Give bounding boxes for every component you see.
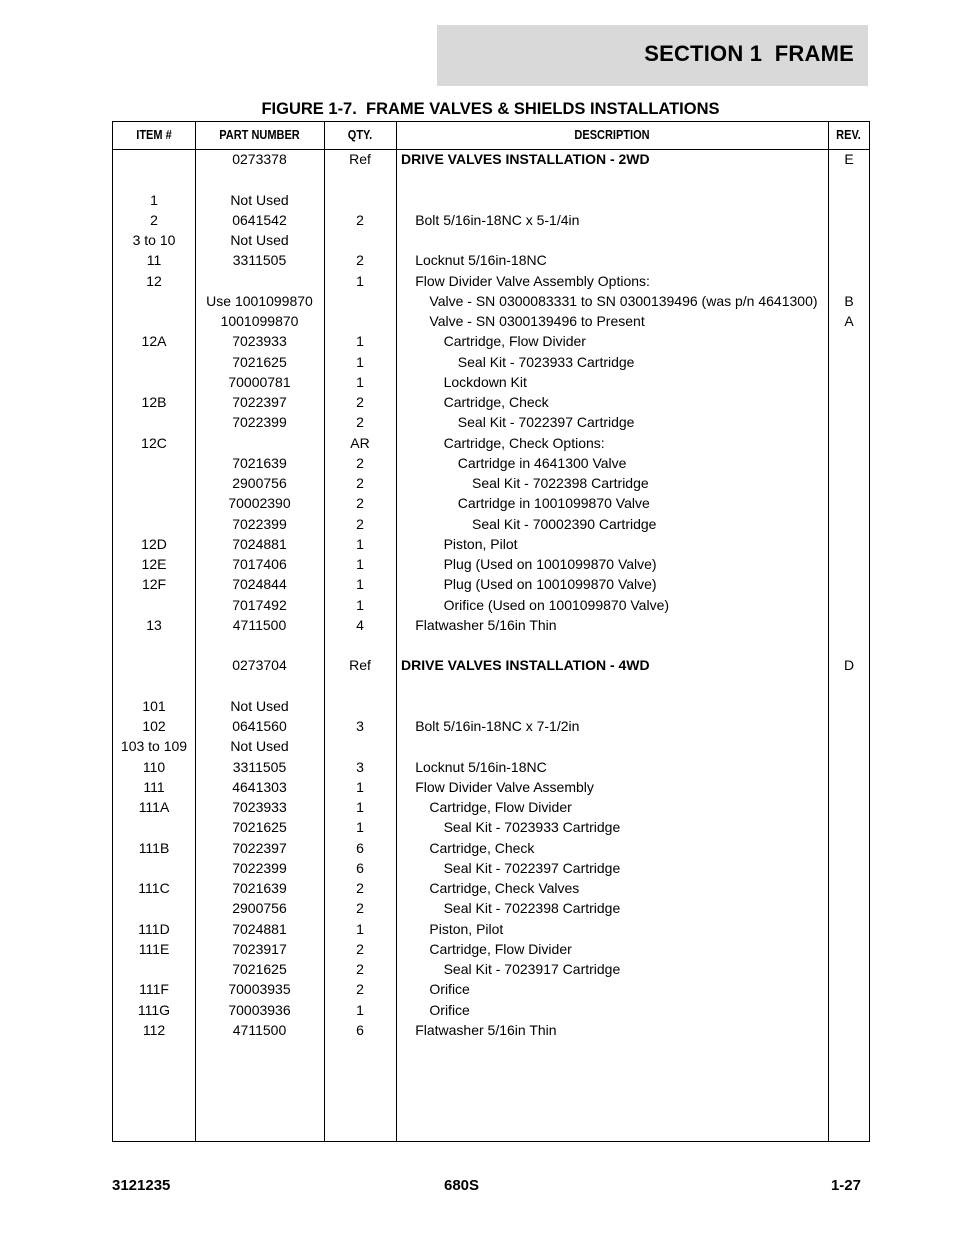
- part-number-cell: 70003935: [228, 981, 291, 998]
- table-row: [113, 412, 869, 432]
- table-row: [113, 291, 869, 311]
- part-number-cell: Not Used: [230, 191, 289, 208]
- part-number-cell: 3311505: [232, 252, 287, 269]
- qty-cell: 1: [356, 353, 364, 370]
- table-row: [113, 777, 869, 797]
- description-cell: Seal Kit - 7022397 Cartridge: [443, 859, 621, 876]
- part-number-cell: 0641542: [232, 211, 287, 228]
- description-cell: Cartridge in 1001099870 Valve: [457, 495, 650, 512]
- column-header-qty: QTY.: [347, 128, 373, 142]
- table-row: [113, 635, 869, 655]
- description-cell: Seal Kit - 7022398 Cartridge: [443, 900, 621, 917]
- description-cell: Cartridge, Flow Divider: [429, 940, 572, 957]
- column-header-description: DESCRIPTION: [574, 128, 650, 142]
- part-number-cell: 4711500: [232, 616, 287, 633]
- qty-cell: 1: [356, 920, 364, 937]
- part-number-cell: 7024844: [232, 576, 287, 593]
- part-number-cell: 7023933: [232, 799, 287, 815]
- footer-page-number: 1-27: [830, 1177, 861, 1194]
- qty-cell: 1: [356, 576, 364, 593]
- description-cell: Cartridge, Flow Divider: [443, 333, 586, 350]
- description-cell: Cartridge, Check: [443, 394, 549, 410]
- description-cell: Valve - SN 0300083331 to SN 0300139496 (was p/n 4641300): [429, 292, 818, 309]
- description-cell: Bolt 5/16in-18NC x 7-1/2in: [415, 718, 580, 734]
- part-number-cell: 2900756: [232, 900, 287, 917]
- item-cell: 12D: [141, 535, 167, 552]
- qty-cell: 1: [356, 373, 364, 390]
- table-row: [113, 939, 869, 959]
- item-cell: 12B: [141, 394, 167, 410]
- item-cell: 111C: [138, 880, 170, 896]
- figure-title: FIGURE 1-7. FRAME VALVES & SHIELDS INSTALLATIONS: [261, 100, 720, 118]
- item-cell: 111E: [138, 940, 170, 957]
- part-number-cell: 7021639: [232, 454, 287, 471]
- description-cell: Cartridge, Check: [429, 839, 535, 856]
- qty-cell: Ref: [349, 657, 371, 674]
- qty-cell: 6: [356, 859, 364, 876]
- item-cell: 111F: [139, 981, 169, 998]
- description-cell: Plug (Used on 1001099870 Valve): [443, 576, 657, 593]
- qty-cell: 6: [356, 1021, 364, 1038]
- section-banner: [437, 25, 868, 86]
- column-header-part-number: PART NUMBER: [219, 128, 300, 142]
- table-row: [113, 372, 869, 392]
- part-number-cell: 4711500: [232, 1021, 287, 1038]
- description-cell: Seal Kit - 70002390 Cartridge: [472, 515, 657, 532]
- item-cell: 2: [150, 211, 158, 228]
- description-cell: Flow Divider Valve Assembly Options:: [415, 272, 650, 289]
- description-cell: Seal Kit - 7022397 Cartridge: [457, 414, 635, 431]
- table-row: [113, 311, 869, 331]
- qty-cell: 1: [356, 535, 364, 552]
- parts-table: [112, 121, 870, 1142]
- item-cell: 3 to 10: [132, 232, 176, 248]
- description-cell: Piston, Pilot: [429, 920, 504, 937]
- table-row: [113, 1020, 869, 1040]
- qty-cell: 2: [356, 211, 364, 228]
- item-cell: 112: [142, 1021, 166, 1038]
- qty-cell: 1: [356, 799, 364, 815]
- table-row: [113, 392, 869, 412]
- qty-cell: 2: [356, 880, 364, 896]
- qty-cell: 4: [356, 616, 364, 633]
- item-cell: 102: [142, 718, 166, 734]
- description-cell: Seal Kit - 7023933 Cartridge: [457, 353, 635, 370]
- item-cell: 11: [146, 252, 162, 269]
- table-row: [113, 696, 869, 716]
- rev-cell: E: [844, 151, 854, 167]
- part-number-cell: 2900756: [232, 475, 287, 491]
- table-row: [113, 534, 869, 554]
- description-cell: Bolt 5/16in-18NC x 5-1/4in: [415, 211, 580, 228]
- rev-cell: D: [843, 657, 855, 674]
- column-header-rev: REV.: [836, 128, 861, 142]
- qty-cell: 2: [356, 981, 364, 998]
- part-number-cell: 7024881: [232, 535, 287, 552]
- part-number-cell: 70003936: [228, 1001, 291, 1018]
- qty-cell: 3: [356, 718, 364, 734]
- description-cell: DRIVE VALVES INSTALLATION - 4WD: [401, 657, 650, 674]
- qty-cell: 2: [356, 940, 364, 957]
- table-row: [113, 169, 869, 189]
- part-number-cell: 7024881: [232, 920, 287, 937]
- part-number-cell: Not Used: [230, 697, 289, 714]
- table-row: [113, 615, 869, 635]
- description-cell: Flatwasher 5/16in Thin: [415, 616, 557, 633]
- description-cell: Orifice: [429, 981, 470, 998]
- table-row: [113, 757, 869, 777]
- item-cell: 12A: [141, 333, 167, 350]
- item-cell: 111D: [138, 920, 170, 937]
- rev-cell: B: [844, 292, 854, 309]
- part-number-cell: 7022399: [232, 859, 287, 876]
- description-cell: Lockdown Kit: [443, 373, 527, 390]
- footer-doc-number: 3121235: [112, 1177, 171, 1194]
- table-row: [113, 655, 869, 675]
- description-cell: Orifice: [429, 1001, 470, 1018]
- part-number-cell: Not Used: [230, 232, 289, 248]
- description-cell: Orifice (Used on 1001099870 Valve): [443, 596, 670, 613]
- table-row: [113, 716, 869, 736]
- item-cell: 13: [146, 616, 162, 633]
- table-row: [113, 676, 869, 696]
- part-number-cell: 7023933: [232, 333, 287, 350]
- qty-cell: 1: [356, 272, 364, 289]
- item-cell: 103 to 109: [120, 738, 188, 755]
- qty-cell: 1: [356, 556, 364, 572]
- table-row: [113, 797, 869, 817]
- part-number-cell: 7021625: [232, 961, 287, 977]
- qty-cell: 6: [356, 839, 364, 856]
- item-cell: 111G: [137, 1001, 171, 1018]
- qty-cell: 1: [356, 778, 364, 795]
- part-number-cell: 3311505: [232, 758, 287, 775]
- table-row: [113, 979, 869, 999]
- footer-model: 680S: [444, 1177, 480, 1194]
- part-number-cell: 70000781: [228, 373, 291, 390]
- part-number-cell: 7023917: [232, 940, 287, 957]
- item-cell: 12F: [141, 576, 167, 593]
- rev-cell: A: [844, 313, 854, 329]
- table-row: [113, 1000, 869, 1020]
- part-number-cell: 1001099870: [220, 313, 299, 329]
- part-number-cell: 7022397: [232, 394, 287, 410]
- table-row: [113, 878, 869, 898]
- table-row: [113, 959, 869, 979]
- qty-cell: 2: [356, 454, 364, 471]
- qty-cell: 2: [356, 495, 364, 512]
- table-row: [113, 210, 869, 230]
- qty-cell: 3: [356, 758, 364, 775]
- table-header: [113, 122, 869, 150]
- description-cell: Locknut 5/16in-18NC: [415, 252, 547, 269]
- description-cell: Flatwasher 5/16in Thin: [415, 1021, 557, 1038]
- description-cell: Seal Kit - 7023917 Cartridge: [443, 961, 621, 977]
- qty-cell: Ref: [349, 151, 371, 167]
- table-row: [113, 473, 869, 493]
- table-row: [113, 919, 869, 939]
- part-number-cell: 0273378: [232, 151, 287, 167]
- table-row: [113, 858, 869, 878]
- part-number-cell: 7022399: [232, 414, 287, 431]
- table-row: [113, 898, 869, 918]
- item-cell: 101: [142, 697, 166, 714]
- qty-cell: AR: [350, 434, 370, 451]
- item-cell: 12C: [141, 434, 167, 451]
- table-row: [113, 453, 869, 473]
- part-number-cell: 7021625: [232, 819, 287, 836]
- item-cell: 12: [146, 272, 162, 289]
- qty-cell: 1: [356, 1001, 364, 1018]
- part-number-cell: Not Used: [230, 738, 289, 755]
- table-row: [113, 736, 869, 756]
- description-cell: Piston, Pilot: [443, 535, 518, 552]
- part-number-cell: 7021625: [232, 353, 287, 370]
- description-cell: Cartridge, Check Valves: [429, 880, 580, 896]
- part-number-cell: 4641303: [232, 778, 287, 795]
- qty-cell: 2: [356, 961, 364, 977]
- description-cell: Seal Kit - 7022398 Cartridge: [472, 475, 649, 491]
- table-row: [113, 493, 869, 513]
- table-row: [113, 554, 869, 574]
- description-cell: Cartridge in 4641300 Valve: [457, 454, 627, 471]
- qty-cell: 2: [356, 252, 364, 269]
- item-cell: 111: [143, 778, 165, 795]
- table-row: [113, 433, 869, 453]
- part-number-cell: 7017406: [232, 556, 287, 572]
- column-header-item: ITEM #: [136, 128, 172, 142]
- table-row: [113, 574, 869, 594]
- item-cell: 110: [142, 758, 166, 775]
- part-number-cell: 7021639: [232, 880, 287, 896]
- table-row: [113, 271, 869, 291]
- description-cell: Cartridge, Check Options:: [443, 434, 605, 451]
- table-row: [113, 190, 869, 210]
- qty-cell: 2: [356, 394, 364, 410]
- section-title: SECTION 1 FRAME: [644, 41, 854, 66]
- qty-cell: 2: [356, 414, 364, 431]
- qty-cell: 1: [356, 333, 364, 350]
- part-number-cell: 70002390: [228, 495, 291, 512]
- table-row: [113, 230, 869, 250]
- part-number-cell: 7022399: [232, 515, 287, 532]
- table-row: [113, 838, 869, 858]
- table-row: [113, 250, 869, 270]
- item-cell: 111B: [138, 839, 170, 856]
- item-cell: 111A: [138, 799, 170, 815]
- part-number-cell: 0273704: [232, 657, 287, 674]
- qty-cell: 2: [356, 515, 364, 532]
- qty-cell: 2: [356, 900, 364, 917]
- part-number-cell: 0641560: [232, 718, 287, 734]
- description-cell: Plug (Used on 1001099870 Valve): [443, 556, 657, 572]
- table-row: [113, 817, 869, 837]
- table-row: [113, 352, 869, 372]
- item-cell: 12E: [141, 556, 167, 572]
- description-cell: Locknut 5/16in-18NC: [415, 758, 547, 775]
- description-cell: Flow Divider Valve Assembly: [415, 778, 594, 795]
- qty-cell: 2: [356, 475, 364, 491]
- table-row: [113, 595, 869, 615]
- part-number-cell: 7017492: [232, 596, 287, 613]
- item-cell: 1: [150, 191, 158, 208]
- qty-cell: 1: [356, 596, 364, 613]
- table-row: [113, 514, 869, 534]
- description-cell: Valve - SN 0300139496 to Present: [429, 313, 645, 329]
- table-row: [113, 331, 869, 351]
- part-number-cell: 7022397: [232, 839, 287, 856]
- qty-cell: 1: [356, 819, 364, 836]
- description-cell: Cartridge, Flow Divider: [429, 799, 572, 815]
- part-number-cell: Use 1001099870: [206, 292, 313, 309]
- description-cell: Seal Kit - 7023933 Cartridge: [443, 819, 621, 836]
- table-row: [113, 149, 869, 169]
- description-cell: DRIVE VALVES INSTALLATION - 2WD: [401, 151, 650, 167]
